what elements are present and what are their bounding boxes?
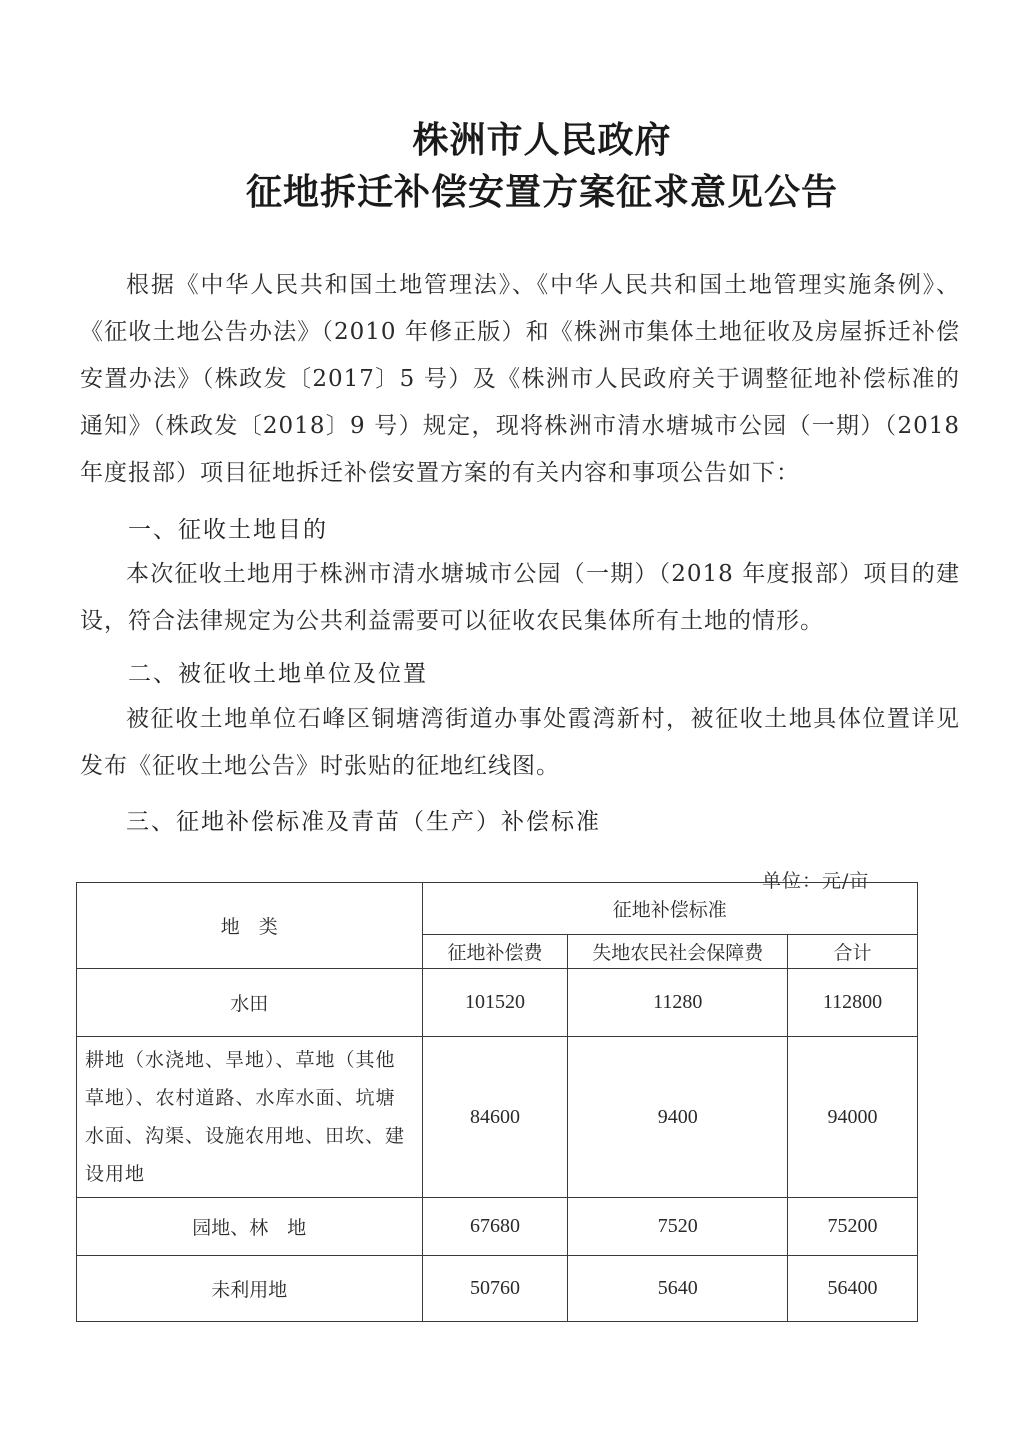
land-type-cell: 园地、林 地 — [77, 1198, 423, 1256]
header-compensation-group: 征地补偿标准 — [422, 883, 917, 935]
table-row — [77, 1037, 918, 1198]
compensation-cell: 67680 — [422, 1198, 568, 1256]
social-security-cell: 11280 — [568, 969, 788, 1037]
section-body-1: 本次征收土地用于株洲市清水塘城市公园（一期）（2018 年度报部）项目的建设，符合法律规定为公共利益需要可以征收农民集体所有土地的情形。 — [80, 561, 960, 634]
total-cell: 56400 — [788, 1256, 918, 1322]
total-cell: 94000 — [788, 1037, 918, 1198]
header-compensation-fee: 征地补偿费 — [422, 935, 568, 969]
section-heading-1: 一、征收土地目的 — [128, 517, 328, 543]
land-type-cell: 水田 — [77, 969, 423, 1037]
social-security-cell: 5640 — [568, 1256, 788, 1322]
compensation-table — [76, 882, 918, 1322]
land-type-cell: 耕地（水浇地、旱地）、草地（其他草地）、农村道路、水库水面、坑塘水面、沟渠、设施农用地、田坎、建设用地 — [77, 1037, 423, 1198]
section-heading-2: 二、被征收土地单位及位置 — [128, 661, 428, 687]
header-social-security: 失地农民社会保障费 — [568, 935, 788, 969]
title-line-2: 征地拆迁补偿安置方案征求意见公告 — [245, 171, 838, 213]
compensation-cell: 50760 — [422, 1256, 568, 1322]
compensation-cell: 101520 — [422, 969, 568, 1037]
table-header-row — [77, 883, 918, 935]
compensation-cell: 84600 — [422, 1037, 568, 1198]
social-security-cell: 7520 — [568, 1198, 788, 1256]
header-total: 合计 — [788, 935, 918, 969]
social-security-cell: 9400 — [568, 1037, 788, 1198]
table-row — [77, 1256, 918, 1322]
section-body-2: 被征收土地单位石峰区铜塘湾街道办事处霞湾新村，被征收土地具体位置详见发布《征收土地公告》时张贴的征地红线图。 — [80, 706, 960, 779]
table-unit-label: 单位：元/亩 — [762, 870, 870, 892]
table-row — [77, 969, 918, 1037]
section-heading-3: 三、征地补偿标准及青苗（生产）补偿标准 — [126, 809, 601, 835]
header-land-type: 地 类 — [77, 883, 423, 969]
table-row — [77, 1198, 918, 1256]
title-line-1: 株洲市人民政府 — [412, 119, 672, 161]
total-cell: 75200 — [788, 1198, 918, 1256]
land-type-cell: 未利用地 — [77, 1256, 423, 1322]
total-cell: 112800 — [788, 969, 918, 1037]
intro-paragraph: 根据《中华人民共和国土地管理法》、《中华人民共和国土地管理实施条例》、《征收土地公告办法》（2010 年修正版）和《株洲市集体土地征收及房屋拆迁补偿安置办法》（株政发〔2017〕5 号）及《株洲市人民政府关于调整征地补偿标准的通知》（株政发〔2018〕9 号）规定，现将株洲市清水塘城市公园（一期）（2018 年度报部）项目征地拆迁补偿安置方案的有关内容和事项公告如下： — [80, 272, 960, 486]
